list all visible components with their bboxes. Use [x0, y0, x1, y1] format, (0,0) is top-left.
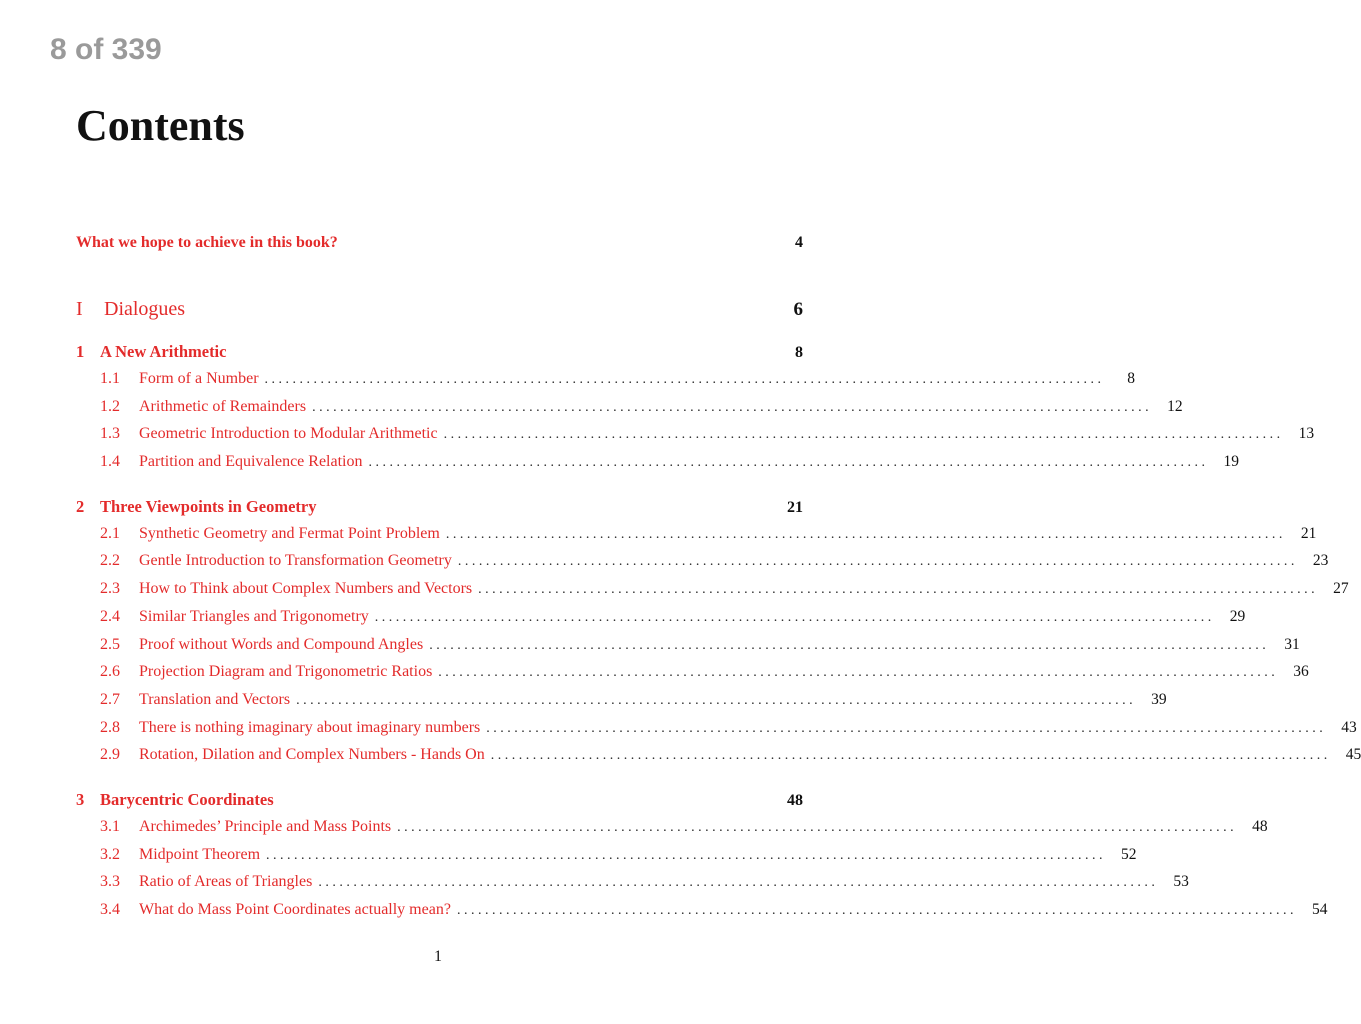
section-number: 1.1 [100, 370, 120, 387]
dot-leader: . . . . . . . . . . . . . . . . . . . . . . . . . . . . . . . . . . . . . . . . . . . . . . . . . . . . . . . . . . . . . . . . . . . . . . . . . . . . . . . . . . . . . . . . . . . . . . . . . . . . . . . . . . . . . . . . . . . . . . . . [368, 455, 1205, 471]
toc-section-entry[interactable] [76, 746, 1361, 774]
section-number: 2.9 [100, 746, 120, 764]
chapter-list [76, 342, 1361, 929]
part-title[interactable]: Dialogues [104, 298, 186, 320]
section-title[interactable]: Geometric Introduction to Modular Arithmetic [139, 425, 438, 443]
section-title[interactable]: Arithmetic of Remainders [139, 397, 307, 415]
section-number: 3.3 [100, 873, 120, 891]
section-number: 2.4 [100, 607, 120, 625]
chapter-block [76, 789, 1328, 929]
toc-section-entry[interactable] [76, 845, 1137, 874]
dot-leader: . . . . . . . . . . . . . . . . . . . . . . . . . . . . . . . . . . . . . . . . . . . . . . . . . . . . . . . . . . . . . . . . . . . . . . . . . . . . . . . . . . . . . . . . . . . . . . . . . . . . . . . . . . . . . . . . . . . . . . . . [457, 554, 1295, 570]
section-title[interactable]: There is nothing imaginary about imaginary numbers [139, 718, 481, 736]
toc-section-entry[interactable] [76, 453, 1239, 481]
section-title[interactable]: Ratio of Areas of Triangles [139, 873, 313, 891]
section-number: 1.3 [100, 425, 120, 443]
section-title[interactable]: Partition and Equivalence Relation [139, 453, 363, 471]
section-page: 27 [1333, 580, 1349, 598]
section-page: 19 [1223, 453, 1239, 471]
toc-section-entry[interactable] [76, 663, 1309, 691]
dot-leader: . . . . . . . . . . . . . . . . . . . . . . . . . . . . . . . . . . . . . . . . . . . . . . . . . . . . . . . . . . . . . . . . . . . . . . . . . . . . . . . . . . . . . . . . . . . . . . . . . . . . . . . . . . . . . . . . . . . . . . . . [438, 665, 1275, 681]
section-title[interactable]: Archimedes’ Principle and Mass Points [139, 817, 392, 835]
toc-section-entry[interactable] [76, 607, 1246, 636]
toc-section-entry[interactable] [76, 425, 1315, 453]
toc-chapter-entry[interactable] [76, 342, 803, 370]
toc-section-entry[interactable] [76, 690, 1167, 719]
chapter-number: 2 [76, 496, 85, 516]
section-number: 2.6 [100, 663, 120, 681]
section-page: 8 [1127, 370, 1136, 387]
toc-section-entry[interactable] [76, 718, 1357, 747]
toc-chapter-entry[interactable] [76, 497, 803, 525]
dot-leader: . . . . . . . . . . . . . . . . . . . . . . . . . . . . . . . . . . . . . . . . . . . . . . . . . . . . . . . . . . . . . . . . . . . . . . . . . . . . . . . . . . . . . . . . . . . . . . . . . . . . . . . . . . . . . . . . . . . . . . . . [478, 582, 1315, 598]
section-number: 3.4 [100, 901, 120, 918]
chapter-number: 1 [76, 342, 85, 361]
section-page: 52 [1121, 845, 1137, 863]
dot-leader: . . . . . . . . . . . . . . . . . . . . . . . . . . . . . . . . . . . . . . . . . . . . . . . . . . . . . . . . . . . . . . . . . . . . . . . . . . . . . . . . . . . . . . . . . . . . . . . . . . . . . . . . . . . . . . . . . . . . . . . . [456, 903, 1294, 918]
part-page: 6 [793, 299, 803, 320]
section-page: 43 [1341, 718, 1357, 736]
toc-section-entry[interactable] [76, 397, 1183, 426]
section-title[interactable]: Rotation, Dilation and Complex Numbers - Hands On [139, 746, 485, 764]
section-number: 2.8 [100, 718, 120, 736]
section-title[interactable]: Translation and Vectors [139, 690, 291, 708]
page-title: Contents [76, 101, 245, 150]
section-page: 48 [1252, 817, 1268, 835]
toc-section-entry[interactable] [76, 873, 1189, 901]
section-title[interactable]: Form of a Number [139, 370, 259, 387]
dot-leader: . . . . . . . . . . . . . . . . . . . . . . . . . . . . . . . . . . . . . . . . . . . . . . . . . . . . . . . . . . . . . . . . . . . . . . . . . . . . . . . . . . . . . . . . . . . . . . . . . . . . . . . . . . . . . . . . . . . . . . . . [264, 372, 1102, 387]
dot-leader: . . . . . . . . . . . . . . . . . . . . . . . . . . . . . . . . . . . . . . . . . . . . . . . . . . . . . . . . . . . . . . . . . . . . . . . . . . . . . . . . . . . . . . . . . . . . . . . . . . . . . . . . . . . . . . . . . . . . . . . . [318, 875, 1155, 891]
section-title[interactable]: Projection Diagram and Trigonometric Ratios [139, 663, 433, 681]
section-number: 3.2 [100, 845, 120, 863]
section-page: 53 [1173, 873, 1189, 891]
section-number: 3.1 [100, 817, 120, 835]
dot-leader: . . . . . . . . . . . . . . . . . . . . . . . . . . . . . . . . . . . . . . . . . . . . . . . . . . . . . . . . . . . . . . . . . . . . . . . . . . . . . . . . . . . . . . . . . . . . . . . . . . . . . . . . . . . . . . . . . . . . . . . . [429, 637, 1266, 653]
section-number: 2.1 [100, 524, 120, 542]
part-number: I [76, 298, 83, 320]
dot-leader: . . . . . . . . . . . . . . . . . . . . . . . . . . . . . . . . . . . . . . . . . . . . . . . . . . . . . . . . . . . . . . . . . . . . . . . . . . . . . . . . . . . . . . . . . . . . . . . . . . . . . . . . . . . . . . . . . . . . . . . . [374, 609, 1212, 625]
toc-section-entry[interactable] [76, 524, 1317, 553]
dot-leader: . . . . . . . . . . . . . . . . . . . . . . . . . . . . . . . . . . . . . . . . . . . . . . . . . . . . . . . . . . . . . . . . . . . . . . . . . . . . . . . . . . . . . . . . . . . . . . . . . . . . . . . . . . . . . . . . . . . . . . . . [486, 720, 1323, 736]
toc-chapter-entry[interactable] [76, 790, 803, 818]
section-page: 45 [1345, 746, 1361, 764]
section-page: 23 [1312, 552, 1329, 570]
dot-leader: . . . . . . . . . . . . . . . . . . . . . . . . . . . . . . . . . . . . . . . . . . . . . . . . . . . . . . . . . . . . . . . . . . . . . . . . . . . . . . . . . . . . . . . . . . . . . . . . . . . . . . . . . . . . . . . . . . . . . . . . [443, 427, 1281, 443]
section-title[interactable]: Similar Triangles and Trigonometry [139, 607, 369, 625]
section-number: 1.4 [100, 453, 120, 471]
chapter-page: 21 [787, 498, 803, 516]
toc-section-entry[interactable] [76, 817, 1268, 846]
dot-leader: . . . . . . . . . . . . . . . . . . . . . . . . . . . . . . . . . . . . . . . . . . . . . . . . . . . . . . . . . . . . . . . . . . . . . . . . . . . . . . . . . . . . . . . . . . . . . . . . . . . . . . . . . . . . . . . . . . . . . . . . [296, 692, 1133, 708]
section-number: 2.7 [100, 690, 120, 708]
toc-section-entry[interactable] [76, 580, 1349, 608]
chapter-title[interactable]: Barycentric Coordinates [100, 789, 274, 809]
dot-leader: . . . . . . . . . . . . . . . . . . . . . . . . . . . . . . . . . . . . . . . . . . . . . . . . . . . . . . . . . . . . . . . . . . . . . . . . . . . . . . . . . . . . . . . . . . . . . . . . . . . . . . . . . . . . . . . . . . . . . . . . [397, 819, 1234, 835]
toc-entry-title[interactable]: What we hope to achieve in this book? [76, 234, 338, 251]
section-page: 29 [1229, 607, 1246, 625]
toc-section-entry[interactable] [76, 901, 1328, 929]
section-page: 54 [1311, 901, 1328, 918]
dot-leader: . . . . . . . . . . . . . . . . . . . . . . . . . . . . . . . . . . . . . . . . . . . . . . . . . . . . . . . . . . . . . . . . . . . . . . . . . . . . . . . . . . . . . . . . . . . . . . . . . . . . . . . . . . . . . . . . . . . . . . . . [445, 526, 1283, 542]
toc-section-entry[interactable] [76, 635, 1300, 664]
section-number: 2.2 [100, 552, 120, 570]
chapter-page: 48 [787, 791, 803, 809]
toc-section-entry[interactable] [76, 552, 1329, 580]
section-page: 39 [1151, 690, 1167, 708]
section-page: 12 [1167, 397, 1183, 415]
section-title[interactable]: Synthetic Geometry and Fermat Point Problem [139, 524, 440, 542]
section-page: 13 [1298, 425, 1315, 443]
chapter-number: 3 [76, 789, 85, 809]
table-of-contents [76, 234, 1361, 945]
section-title[interactable]: Midpoint Theorem [139, 845, 261, 863]
section-title[interactable]: How to Think about Complex Numbers and Vectors [139, 580, 473, 598]
toc-part-entry[interactable] [76, 298, 803, 326]
section-number: 2.3 [100, 580, 120, 598]
toc-entry-intro[interactable] [76, 234, 803, 260]
section-number: 1.2 [100, 397, 120, 415]
section-page: 21 [1300, 524, 1317, 542]
dot-leader: . . . . . . . . . . . . . . . . . . . . . . . . . . . . . . . . . . . . . . . . . . . . . . . . . . . . . . . . . . . . . . . . . . . . . . . . . . . . . . . . . . . . . . . . . . . . . . . . . . . . . . . . . . . . . . . . . . . . . . . . [490, 748, 1328, 764]
section-page: 36 [1293, 663, 1309, 681]
chapter-title[interactable]: A New Arithmetic [100, 342, 227, 361]
chapter-title[interactable]: Three Viewpoints in Geometry [100, 496, 317, 516]
page-counter: 8 of 339 [50, 33, 162, 66]
page-number: 1 [434, 948, 442, 965]
dot-leader: . . . . . . . . . . . . . . . . . . . . . . . . . . . . . . . . . . . . . . . . . . . . . . . . . . . . . . . . . . . . . . . . . . . . . . . . . . . . . . . . . . . . . . . . . . . . . . . . . . . . . . . . . . . . . . . . . . . . . . . . [266, 847, 1103, 863]
chapter-block [76, 496, 1361, 774]
chapter-block [76, 342, 1315, 481]
toc-section-entry[interactable] [76, 370, 1136, 398]
section-title[interactable]: Proof without Words and Compound Angles [139, 635, 424, 653]
section-page: 31 [1284, 635, 1300, 653]
toc-entry-page: 4 [795, 234, 803, 251]
section-title[interactable]: What do Mass Point Coordinates actually mean? [139, 901, 451, 918]
section-title[interactable]: Gentle Introduction to Transformation Geometry [139, 552, 452, 570]
section-number: 2.5 [100, 635, 120, 653]
chapter-page: 8 [795, 344, 803, 361]
dot-leader: . . . . . . . . . . . . . . . . . . . . . . . . . . . . . . . . . . . . . . . . . . . . . . . . . . . . . . . . . . . . . . . . . . . . . . . . . . . . . . . . . . . . . . . . . . . . . . . . . . . . . . . . . . . . . . . . . . . . . . . . [312, 399, 1149, 415]
